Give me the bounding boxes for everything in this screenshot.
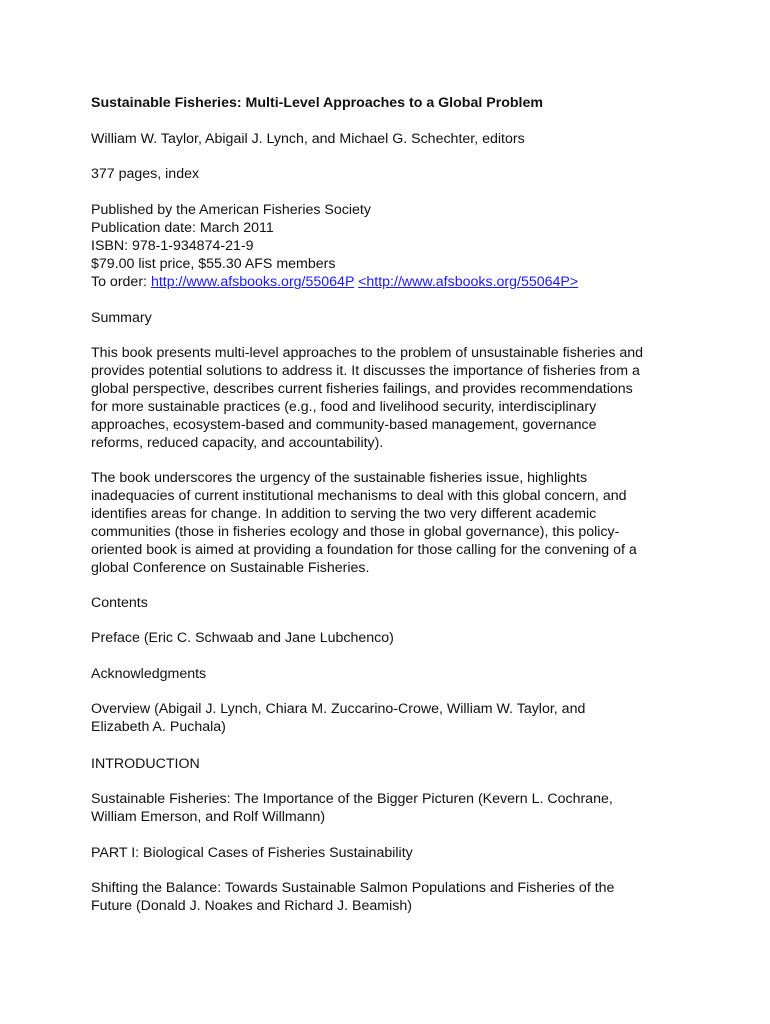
contents-bigger-picture — [91, 790, 691, 826]
contents-heading: Contents — [91, 595, 148, 611]
order-line — [91, 273, 691, 291]
contents-acknowledgments: Acknowledgments — [91, 666, 207, 682]
paragraph-line: The book underscores the urgency of the sustainable fisheries issue, highlights — [91, 470, 588, 486]
entry-line: Overview (Abigail J. Lynch, Chiara M. Zuccarino-Crowe, William W. Taylor, and — [91, 701, 586, 717]
publication-info — [91, 201, 691, 291]
paragraph-line: for more sustainable practices (e.g., food and livelihood security, interdisciplinary — [91, 399, 597, 415]
publication-date: Publication date: March 2011 — [91, 220, 274, 236]
order-link-secondary[interactable]: <http://www.afsbooks.org/55064P> — [358, 274, 579, 290]
entry-line: Sustainable Fisheries: The Importance of the Bigger Picturen (Kevern L. Cochrane, — [91, 791, 613, 807]
paragraph-line: provides potential solutions to address it. It discusses the importance of fisheries from a — [91, 363, 640, 379]
paragraph-line: This book presents multi-level approaches to the problem of unsustainable fisheries and — [91, 345, 644, 361]
contents-introduction: INTRODUCTION — [91, 756, 200, 772]
entry-line: Elizabeth A. Puchala) — [91, 719, 226, 735]
paragraph-line: inadequacies of current institutional mechanisms to deal with this global concern, and — [91, 488, 627, 504]
entry-line: Shifting the Balance: Towards Sustainable Salmon Populations and Fisheries of the — [91, 880, 615, 896]
paragraph-line: reforms, reduced capacity, and accountability). — [91, 435, 384, 451]
price: $79.00 list price, $55.30 AFS members — [91, 256, 336, 272]
paragraph-line: identifies areas for change. In addition to serving the two very different academic — [91, 506, 597, 522]
summary-heading: Summary — [91, 310, 152, 326]
contents-part-1: PART I: Biological Cases of Fisheries Sustainability — [91, 845, 413, 861]
paragraph-line: oriented book is aimed at providing a foundation for those calling for the convening of a — [91, 542, 637, 558]
summary-paragraph-2 — [91, 469, 691, 577]
paragraph-line: approaches, ecosystem-based and community-based management, governance — [91, 417, 597, 433]
paragraph-line: communities (those in fisheries ecology and those in global governance), this policy- — [91, 524, 620, 540]
contents-preface: Preface (Eric C. Schwaab and Jane Lubchenco) — [91, 630, 394, 646]
paragraph-line: global perspective, describes current fisheries failings, and provides recommendations — [91, 381, 633, 397]
summary-paragraph-1 — [91, 344, 691, 452]
isbn: ISBN: 978-1-934874-21-9 — [91, 238, 254, 254]
entry-line: William Emerson, and Rolf Willmann) — [91, 809, 326, 825]
publisher: Published by the American Fisheries Society — [91, 202, 371, 218]
entry-line: Future (Donald J. Noakes and Richard J. Beamish) — [91, 898, 412, 914]
book-title: Sustainable Fisheries: Multi-Level Approaches to a Global Problem — [91, 95, 543, 111]
contents-salmon — [91, 879, 691, 915]
paragraph-line: global Conference on Sustainable Fisheries. — [91, 560, 370, 576]
contents-overview — [91, 700, 691, 736]
book-pages: 377 pages, index — [91, 166, 200, 182]
order-link-primary[interactable]: http://www.afsbooks.org/55064P — [150, 274, 355, 290]
order-label: To order: — [91, 274, 151, 290]
book-editors: William W. Taylor, Abigail J. Lynch, and Michael G. Schechter, editors — [91, 131, 525, 147]
